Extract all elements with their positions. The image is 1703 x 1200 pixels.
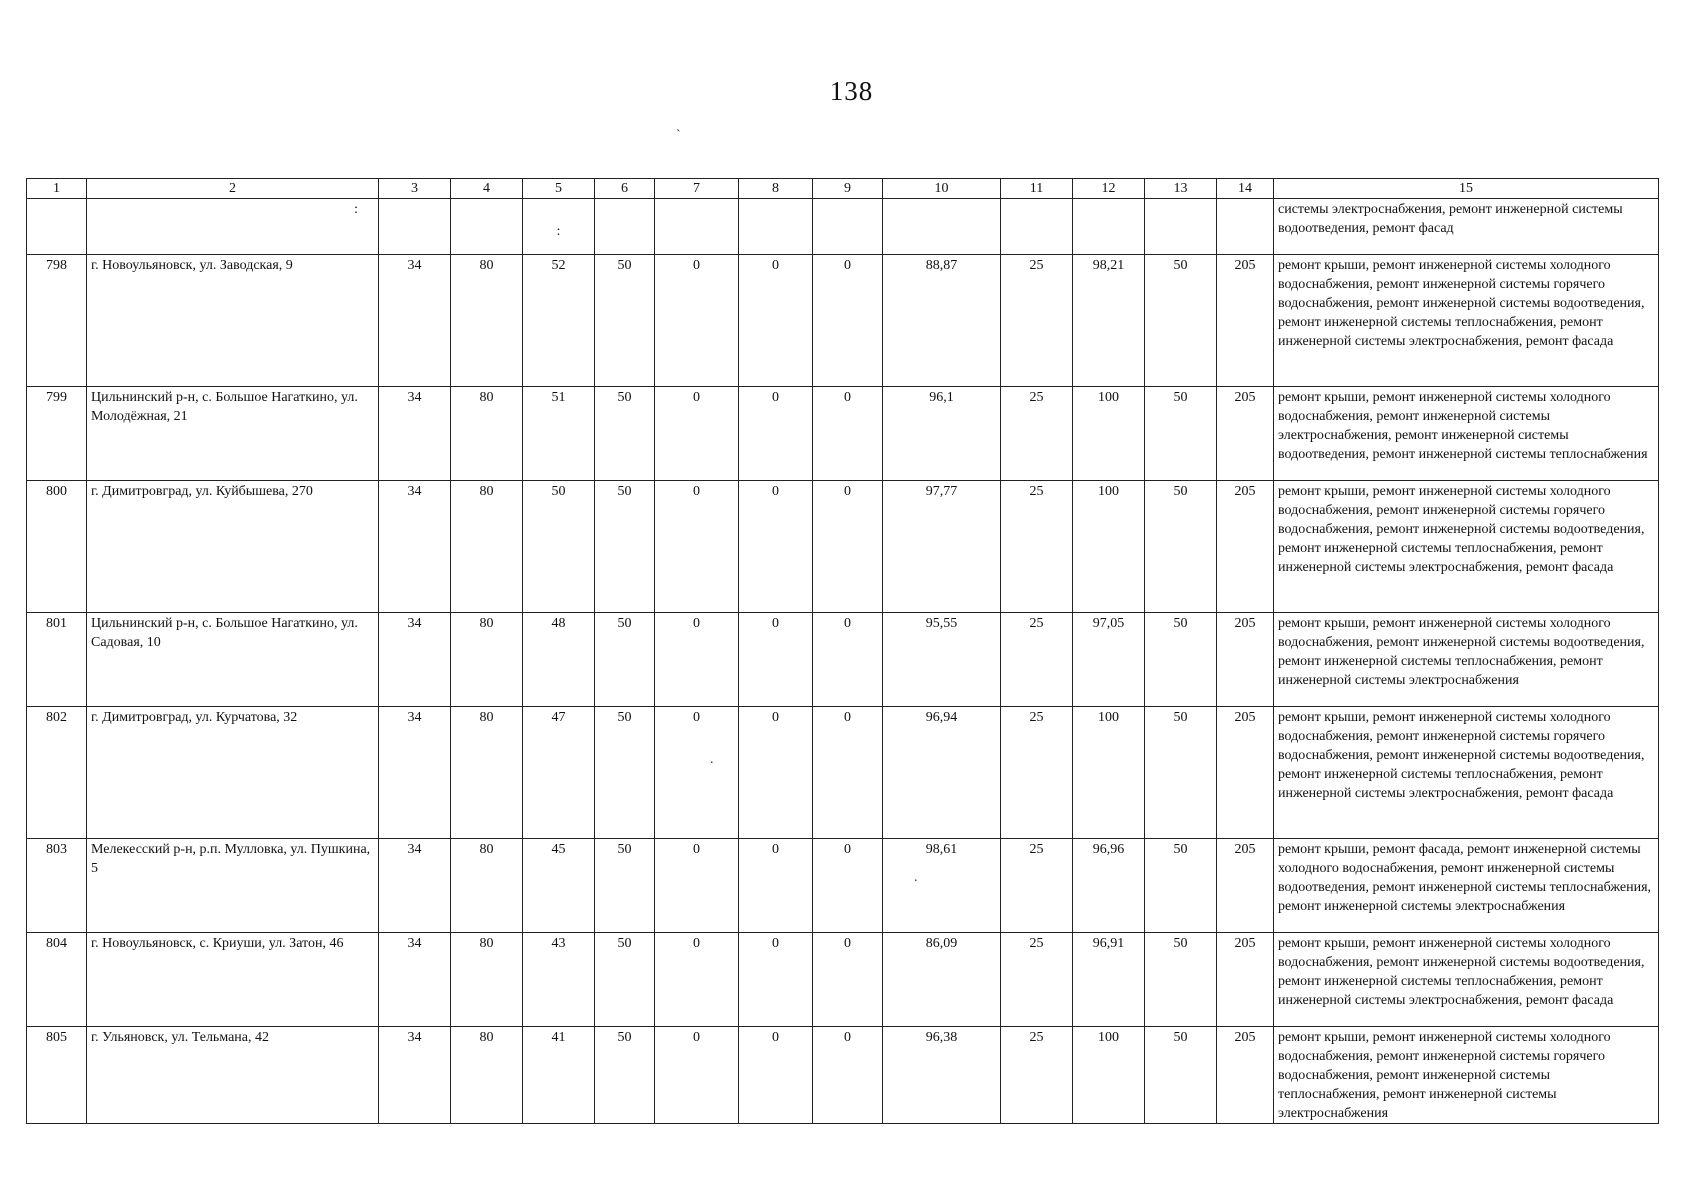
value-col-9: 0: [813, 933, 883, 1027]
address: Мелекесский р-н, р.п. Мулловка, ул. Пушкина, 5: [87, 839, 379, 933]
value-col-7: 0: [655, 481, 739, 613]
value-col-10: 97,77: [883, 481, 1001, 613]
value-col-11: 25: [1001, 387, 1073, 481]
value-col-3: 34: [379, 933, 451, 1027]
value-col-3: 34: [379, 707, 451, 839]
value-col-9: 0: [813, 839, 883, 933]
address: Цильнинский р-н, с. Большое Нагаткино, ул. Садовая, 10: [87, 613, 379, 707]
value-col-5: 50: [523, 481, 595, 613]
value-col-9: 0: [813, 387, 883, 481]
value-col-11: 25: [1001, 933, 1073, 1027]
value-col-12: 96,96: [1073, 839, 1145, 933]
works-list: ремонт крыши, ремонт инженерной системы холодного водоснабжения, ремонт инженерной системы горячего водоснабжения, ремонт инженерной системы теплоснабжения, ремонт инженерной системы электроснабжения: [1274, 1027, 1659, 1124]
column-number-3: 3: [379, 179, 451, 199]
value-col-10: 86,09: [883, 933, 1001, 1027]
column-number-11: 11: [1001, 179, 1073, 199]
table-row: [27, 933, 1659, 1027]
value-col-9: 0: [813, 613, 883, 707]
value-col-14: 205: [1217, 707, 1274, 839]
stray-mark: .: [710, 752, 714, 767]
value-col-8: 0: [739, 613, 813, 707]
value-col-12: 98,21: [1073, 255, 1145, 387]
value-col-9: 0: [813, 1027, 883, 1124]
row-number: 802: [27, 707, 87, 839]
cell: [739, 199, 813, 255]
scan-mark: :: [354, 202, 358, 217]
column-number-9: 9: [813, 179, 883, 199]
stray-mark: `: [676, 128, 681, 143]
value-col-4: 80: [451, 933, 523, 1027]
repair-register-table: [26, 178, 1659, 1124]
cell: [595, 199, 655, 255]
value-col-6: 50: [595, 481, 655, 613]
value-col-7: 0: [655, 1027, 739, 1124]
value-col-5: 47: [523, 707, 595, 839]
works-list: ремонт крыши, ремонт инженерной системы холодного водоснабжения, ремонт инженерной системы водоотведения, ремонт инженерной системы теплоснабжения, ремонт инженерной системы электроснабжения, ремонт фасада: [1274, 933, 1659, 1027]
value-col-9: 0: [813, 255, 883, 387]
row-number: 800: [27, 481, 87, 613]
value-col-12: 100: [1073, 1027, 1145, 1124]
scan-mark: :: [556, 224, 561, 239]
value-col-14: 205: [1217, 613, 1274, 707]
value-col-14: 205: [1217, 933, 1274, 1027]
value-col-7: 0: [655, 613, 739, 707]
value-col-11: 25: [1001, 707, 1073, 839]
value-col-10: 98,61: [883, 839, 1001, 933]
table-row: [27, 707, 1659, 839]
value-col-9: 0: [813, 707, 883, 839]
value-col-8: 0: [739, 481, 813, 613]
value-col-12: 100: [1073, 481, 1145, 613]
value-col-6: 50: [595, 613, 655, 707]
address: г. Новоульяновск, ул. Заводская, 9: [87, 255, 379, 387]
value-col-8: 0: [739, 707, 813, 839]
value-col-9: 0: [813, 481, 883, 613]
value-col-10: 96,94: [883, 707, 1001, 839]
cell: [1217, 199, 1274, 255]
address: г. Димитровград, ул. Куйбышева, 270: [87, 481, 379, 613]
value-col-6: 50: [595, 707, 655, 839]
works-list: ремонт крыши, ремонт инженерной системы холодного водоснабжения, ремонт инженерной системы горячего водоснабжения, ремонт инженерной системы водоотведения, ремонт инженерной системы теплоснабжения, ремонт инженерной системы электроснабжения, ремонт фасада: [1274, 255, 1659, 387]
value-col-12: 100: [1073, 387, 1145, 481]
address: Цильнинский р-н, с. Большое Нагаткино, ул. Молодёжная, 21: [87, 387, 379, 481]
value-col-3: 34: [379, 481, 451, 613]
stray-mark: .: [914, 870, 918, 885]
row-number: 801: [27, 613, 87, 707]
value-col-5: 51: [523, 387, 595, 481]
value-col-4: 80: [451, 481, 523, 613]
column-number-12: 12: [1073, 179, 1145, 199]
value-col-6: 50: [595, 839, 655, 933]
value-col-3: 34: [379, 613, 451, 707]
works-list: ремонт крыши, ремонт инженерной системы холодного водоснабжения, ремонт инженерной системы горячего водоснабжения, ремонт инженерной системы водоотведения, ремонт инженерной системы теплоснабжения, ремонт инженерной системы электроснабжения, ремонт фасада: [1274, 481, 1659, 613]
value-col-14: 205: [1217, 255, 1274, 387]
value-col-13: 50: [1145, 613, 1217, 707]
value-col-12: 96,91: [1073, 933, 1145, 1027]
continuation-row: [27, 199, 1659, 255]
works-list: ремонт крыши, ремонт инженерной системы холодного водоснабжения, ремонт инженерной системы горячего водоснабжения, ремонт инженерной системы водоотведения, ремонт инженерной системы теплоснабжения, ремонт инженерной системы электроснабжения, ремонт фасада: [1274, 707, 1659, 839]
value-col-10: 96,38: [883, 1027, 1001, 1124]
value-col-6: 50: [595, 1027, 655, 1124]
value-col-3: 34: [379, 255, 451, 387]
cell: [1145, 199, 1217, 255]
value-col-12: 100: [1073, 707, 1145, 839]
works-list: ремонт крыши, ремонт инженерной системы холодного водоснабжения, ремонт инженерной системы электроснабжения, ремонт инженерной системы водоотведения, ремонт инженерной системы теплоснабжения: [1274, 387, 1659, 481]
row-number: 798: [27, 255, 87, 387]
page-number: 138: [829, 76, 874, 106]
value-col-14: 205: [1217, 481, 1274, 613]
value-col-4: 80: [451, 707, 523, 839]
value-col-4: 80: [451, 613, 523, 707]
value-col-4: 80: [451, 839, 523, 933]
value-col-4: 80: [451, 1027, 523, 1124]
cell: [1073, 199, 1145, 255]
column-number-6: 6: [595, 179, 655, 199]
value-col-13: 50: [1145, 707, 1217, 839]
value-col-6: 50: [595, 255, 655, 387]
value-col-12: 97,05: [1073, 613, 1145, 707]
value-col-10: 88,87: [883, 255, 1001, 387]
column-number-13: 13: [1145, 179, 1217, 199]
column-number-14: 14: [1217, 179, 1274, 199]
value-col-7: 0: [655, 707, 739, 839]
value-col-11: 25: [1001, 613, 1073, 707]
value-col-8: 0: [739, 1027, 813, 1124]
value-col-10: 96,1: [883, 387, 1001, 481]
value-col-14: 205: [1217, 839, 1274, 933]
value-col-13: 50: [1145, 481, 1217, 613]
cell: [451, 199, 523, 255]
cell: [655, 199, 739, 255]
column-number-row: [27, 179, 1659, 199]
value-col-7: 0: [655, 387, 739, 481]
value-col-3: 34: [379, 387, 451, 481]
value-col-3: 34: [379, 1027, 451, 1124]
row-number: 799: [27, 387, 87, 481]
value-col-7: 0: [655, 839, 739, 933]
cell-works: системы электроснабжения, ремонт инженерной системы водоотведения, ремонт фасад: [1274, 199, 1659, 255]
value-col-8: 0: [739, 933, 813, 1027]
cell-address: [87, 199, 379, 255]
value-col-5: 48: [523, 613, 595, 707]
column-number-10: 10: [883, 179, 1001, 199]
value-col-11: 25: [1001, 839, 1073, 933]
address: г. Ульяновск, ул. Тельмана, 42: [87, 1027, 379, 1124]
address: г. Димитровград, ул. Курчатова, 32: [87, 707, 379, 839]
cell: [1001, 199, 1073, 255]
column-number-8: 8: [739, 179, 813, 199]
table-row: [27, 1027, 1659, 1124]
row-number: 804: [27, 933, 87, 1027]
value-col-7: 0: [655, 255, 739, 387]
value-col-7: 0: [655, 933, 739, 1027]
value-col-6: 50: [595, 387, 655, 481]
value-col-8: 0: [739, 387, 813, 481]
column-number-1: 1: [27, 179, 87, 199]
row-number: 803: [27, 839, 87, 933]
value-col-8: 0: [739, 839, 813, 933]
row-number: 805: [27, 1027, 87, 1124]
value-col-11: 25: [1001, 255, 1073, 387]
address: г. Новоульяновск, с. Криуши, ул. Затон, 46: [87, 933, 379, 1027]
value-col-14: 205: [1217, 1027, 1274, 1124]
cell-num: [27, 199, 87, 255]
value-col-13: 50: [1145, 933, 1217, 1027]
column-number-7: 7: [655, 179, 739, 199]
works-list: ремонт крыши, ремонт инженерной системы холодного водоснабжения, ремонт инженерной системы водоотведения, ремонт инженерной системы теплоснабжения, ремонт инженерной системы электроснабжения: [1274, 613, 1659, 707]
value-col-11: 25: [1001, 1027, 1073, 1124]
value-col-5: 43: [523, 933, 595, 1027]
value-col-11: 25: [1001, 481, 1073, 613]
value-col-6: 50: [595, 933, 655, 1027]
column-number-4: 4: [451, 179, 523, 199]
value-col-3: 34: [379, 839, 451, 933]
value-col-13: 50: [1145, 839, 1217, 933]
value-col-4: 80: [451, 387, 523, 481]
value-col-10: 95,55: [883, 613, 1001, 707]
cell: [523, 199, 595, 255]
value-col-5: 45: [523, 839, 595, 933]
value-col-5: 41: [523, 1027, 595, 1124]
table-row: [27, 387, 1659, 481]
cell: [379, 199, 451, 255]
column-number-5: 5: [523, 179, 595, 199]
table-row: [27, 839, 1659, 933]
value-col-4: 80: [451, 255, 523, 387]
cell: [883, 199, 1001, 255]
works-list: ремонт крыши, ремонт фасада, ремонт инженерной системы холодного водоснабжения, ремонт инженерной системы водоотведения, ремонт инженерной системы теплоснабжения, ремонт инженерной системы электроснабжения: [1274, 839, 1659, 933]
column-number-2: 2: [87, 179, 379, 199]
column-number-15: 15: [1274, 179, 1659, 199]
value-col-13: 50: [1145, 387, 1217, 481]
table-row: [27, 613, 1659, 707]
value-col-5: 52: [523, 255, 595, 387]
value-col-8: 0: [739, 255, 813, 387]
value-col-13: 50: [1145, 1027, 1217, 1124]
value-col-13: 50: [1145, 255, 1217, 387]
value-col-14: 205: [1217, 387, 1274, 481]
table-row: [27, 481, 1659, 613]
cell: [813, 199, 883, 255]
table-row: [27, 255, 1659, 387]
